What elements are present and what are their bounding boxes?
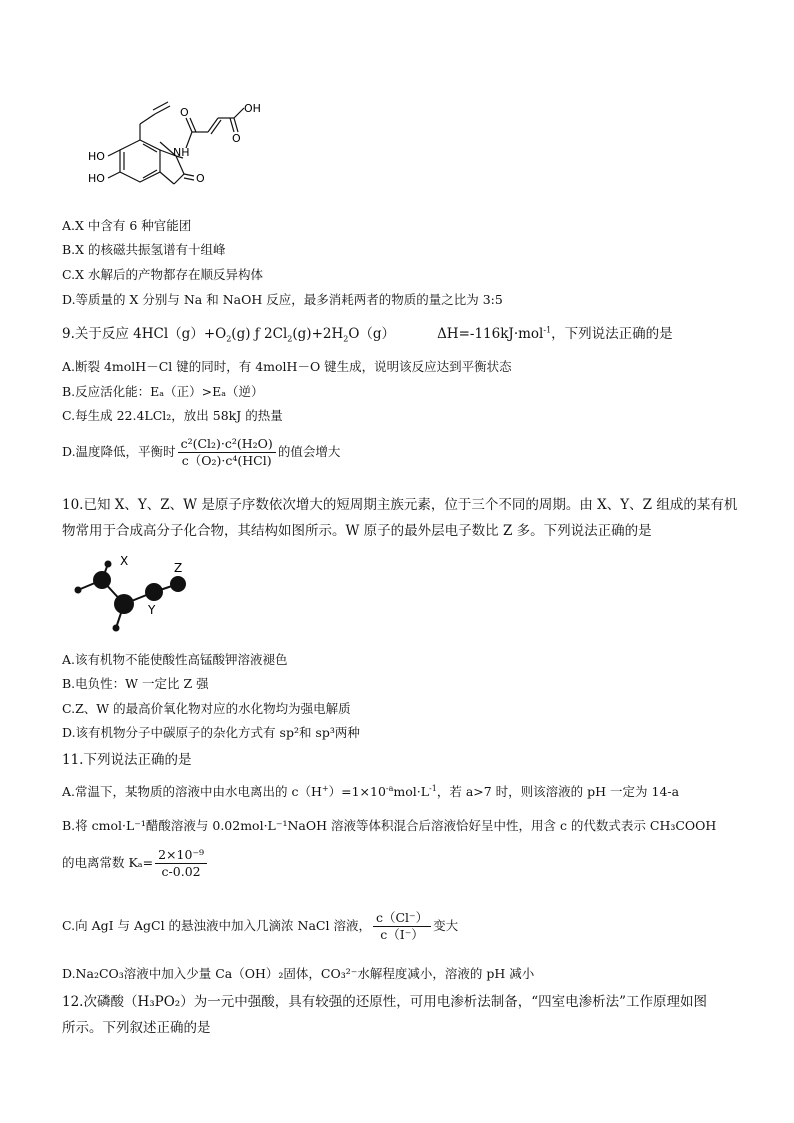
q10-option-b: B.电负性：W 一定比 Z 强	[62, 676, 209, 691]
q9-option-c: C.每生成 22.4LCl₂，放出 58kJ 的热量	[62, 408, 283, 423]
q10-stem-line-1: 10.已知 X、Y、Z、W 是原子序数依次增大的短周期主族元素，位于三个不同的周期。由 X、Y、Z 组成的某有机	[62, 497, 738, 513]
ball-stick-model	[68, 552, 198, 636]
q11-option-d: D.Na₂CO₃溶液中加入少量 Ca（OH）₂固体，CO₃²⁻水解程度减小，溶液的 pH 减小	[62, 966, 535, 981]
q9-stem: 9.关于反应 $4HCl(g)+O_2(g)$ ƒ $2Cl_2(g)+2H_2O(g)$ ΔH=-116kJ·mol$^{-1}$，下列说法正确的是	[62, 325, 673, 344]
atom-carbon-1	[93, 571, 111, 589]
label-y: Y	[148, 603, 156, 617]
ka-fraction: $\frac{\text{2×10⁻⁹}}{c-0.02}$	[155, 847, 207, 880]
q11-stem: 11.下列说法正确的是	[62, 752, 192, 768]
q12-stem-line-1: 12.次磷酸（H₃PO₂）为一元中强酸，具有较强的还原性，可用电渗析法制备，“四室电渗析法”工作原理如图	[62, 994, 708, 1010]
equilibrium-fraction: $\frac{\text{c²(Cl₂)·c²(H₂O)}}{\text{c（O₂)·c⁴(HCl)}}$	[178, 436, 276, 469]
ho-label-1: HO	[88, 150, 105, 163]
oh-label-top: OH	[244, 102, 261, 115]
q11-option-c: C.向 AgI 与 AgCl 的悬浊液中加入几滴浓 NaCl 溶液， $\frac{c(Cl^-)}{c(I^-)}$ 变大	[62, 910, 459, 942]
q10-option-a: A.该有机物不能使酸性高锰酸钾溶液褪色	[62, 652, 288, 667]
label-z: Z	[174, 561, 183, 575]
q9-option-a: A.断裂 4molH－Cl 键的同时，有 4molH－O 键生成，说明该反应达到平衡状态	[62, 359, 512, 374]
label-x: X	[120, 554, 129, 568]
q10-option-d: D.该有机物分子中碳原子的杂化方式有 sp²和 sp³两种	[62, 725, 360, 740]
atom-carbon-2	[114, 594, 134, 614]
q12-stem-line-2: 所示。下列叙述正确的是	[62, 1020, 211, 1036]
ion-ratio-fraction: $\frac{c(Cl^-)}{c(I^-)}$	[373, 910, 431, 943]
q11-option-a: A.常温下，某物质的溶液中由水电离出的 $c(H^+)=1\times 10^{-a}mol\cdot L^{-1}$，若 a>7 时，则该溶液的 pH 一定为 14-a	[62, 783, 680, 799]
carbonyl-o-label-2: O	[232, 132, 241, 145]
q8-option-c: C.X 水解后的产物都存在顺反异构体	[62, 267, 263, 282]
atom-x-top	[105, 561, 112, 568]
q11-option-b-line-1: B.将 cmol·L⁻¹醋酸溶液与 0.02mol·L⁻¹NaOH 溶液等体积混合后溶液恰好呈中性，用含 c 的代数式表示 CH₃COOH	[62, 818, 717, 833]
ho-label-2: HO	[88, 172, 105, 185]
q8-option-a: A.X 中含有 6 种官能团	[62, 218, 192, 233]
q8-option-d: D.等质量的 X 分别与 Na 和 NaOH 反应，最多消耗两者的物质的量之比为 3:5	[62, 292, 503, 307]
atom-h-bottom	[113, 625, 120, 632]
carbonyl-o-label-1: O	[180, 106, 189, 119]
atom-h-left	[75, 587, 82, 594]
q11-option-b-line-2: 的电离常数 Kₐ= $\frac{\text{2×10⁻⁹}}{c-0.02}$	[62, 847, 209, 880]
q8-option-b: B.X 的核磁共振氢谱有十组峰	[62, 242, 226, 257]
q9-option-d: D.温度降低，平衡时 $\frac{\text{c²(Cl₂)·c²(H₂O)}}{\text{c（O₂)·c⁴(HCl)}}$ 的值会增大	[62, 436, 341, 468]
q9-option-b: B.反应活化能：Eₐ（正）>Eₐ（逆）	[62, 384, 264, 399]
nh-label: NH	[173, 146, 190, 159]
q10-stem-line-2: 物常用于合成高分子化合物，其结构如图所示。W 原子的最外层电子数比 Z 多。下列说法正确的是	[62, 523, 652, 539]
q10-option-c: C.Z、W 的最高价氧化物对应的水化物均为强电解质	[62, 701, 351, 716]
atom-z	[170, 576, 186, 592]
molecule-x-structure	[80, 96, 270, 208]
atom-y	[145, 583, 163, 601]
ring-o-label: O	[196, 172, 205, 185]
